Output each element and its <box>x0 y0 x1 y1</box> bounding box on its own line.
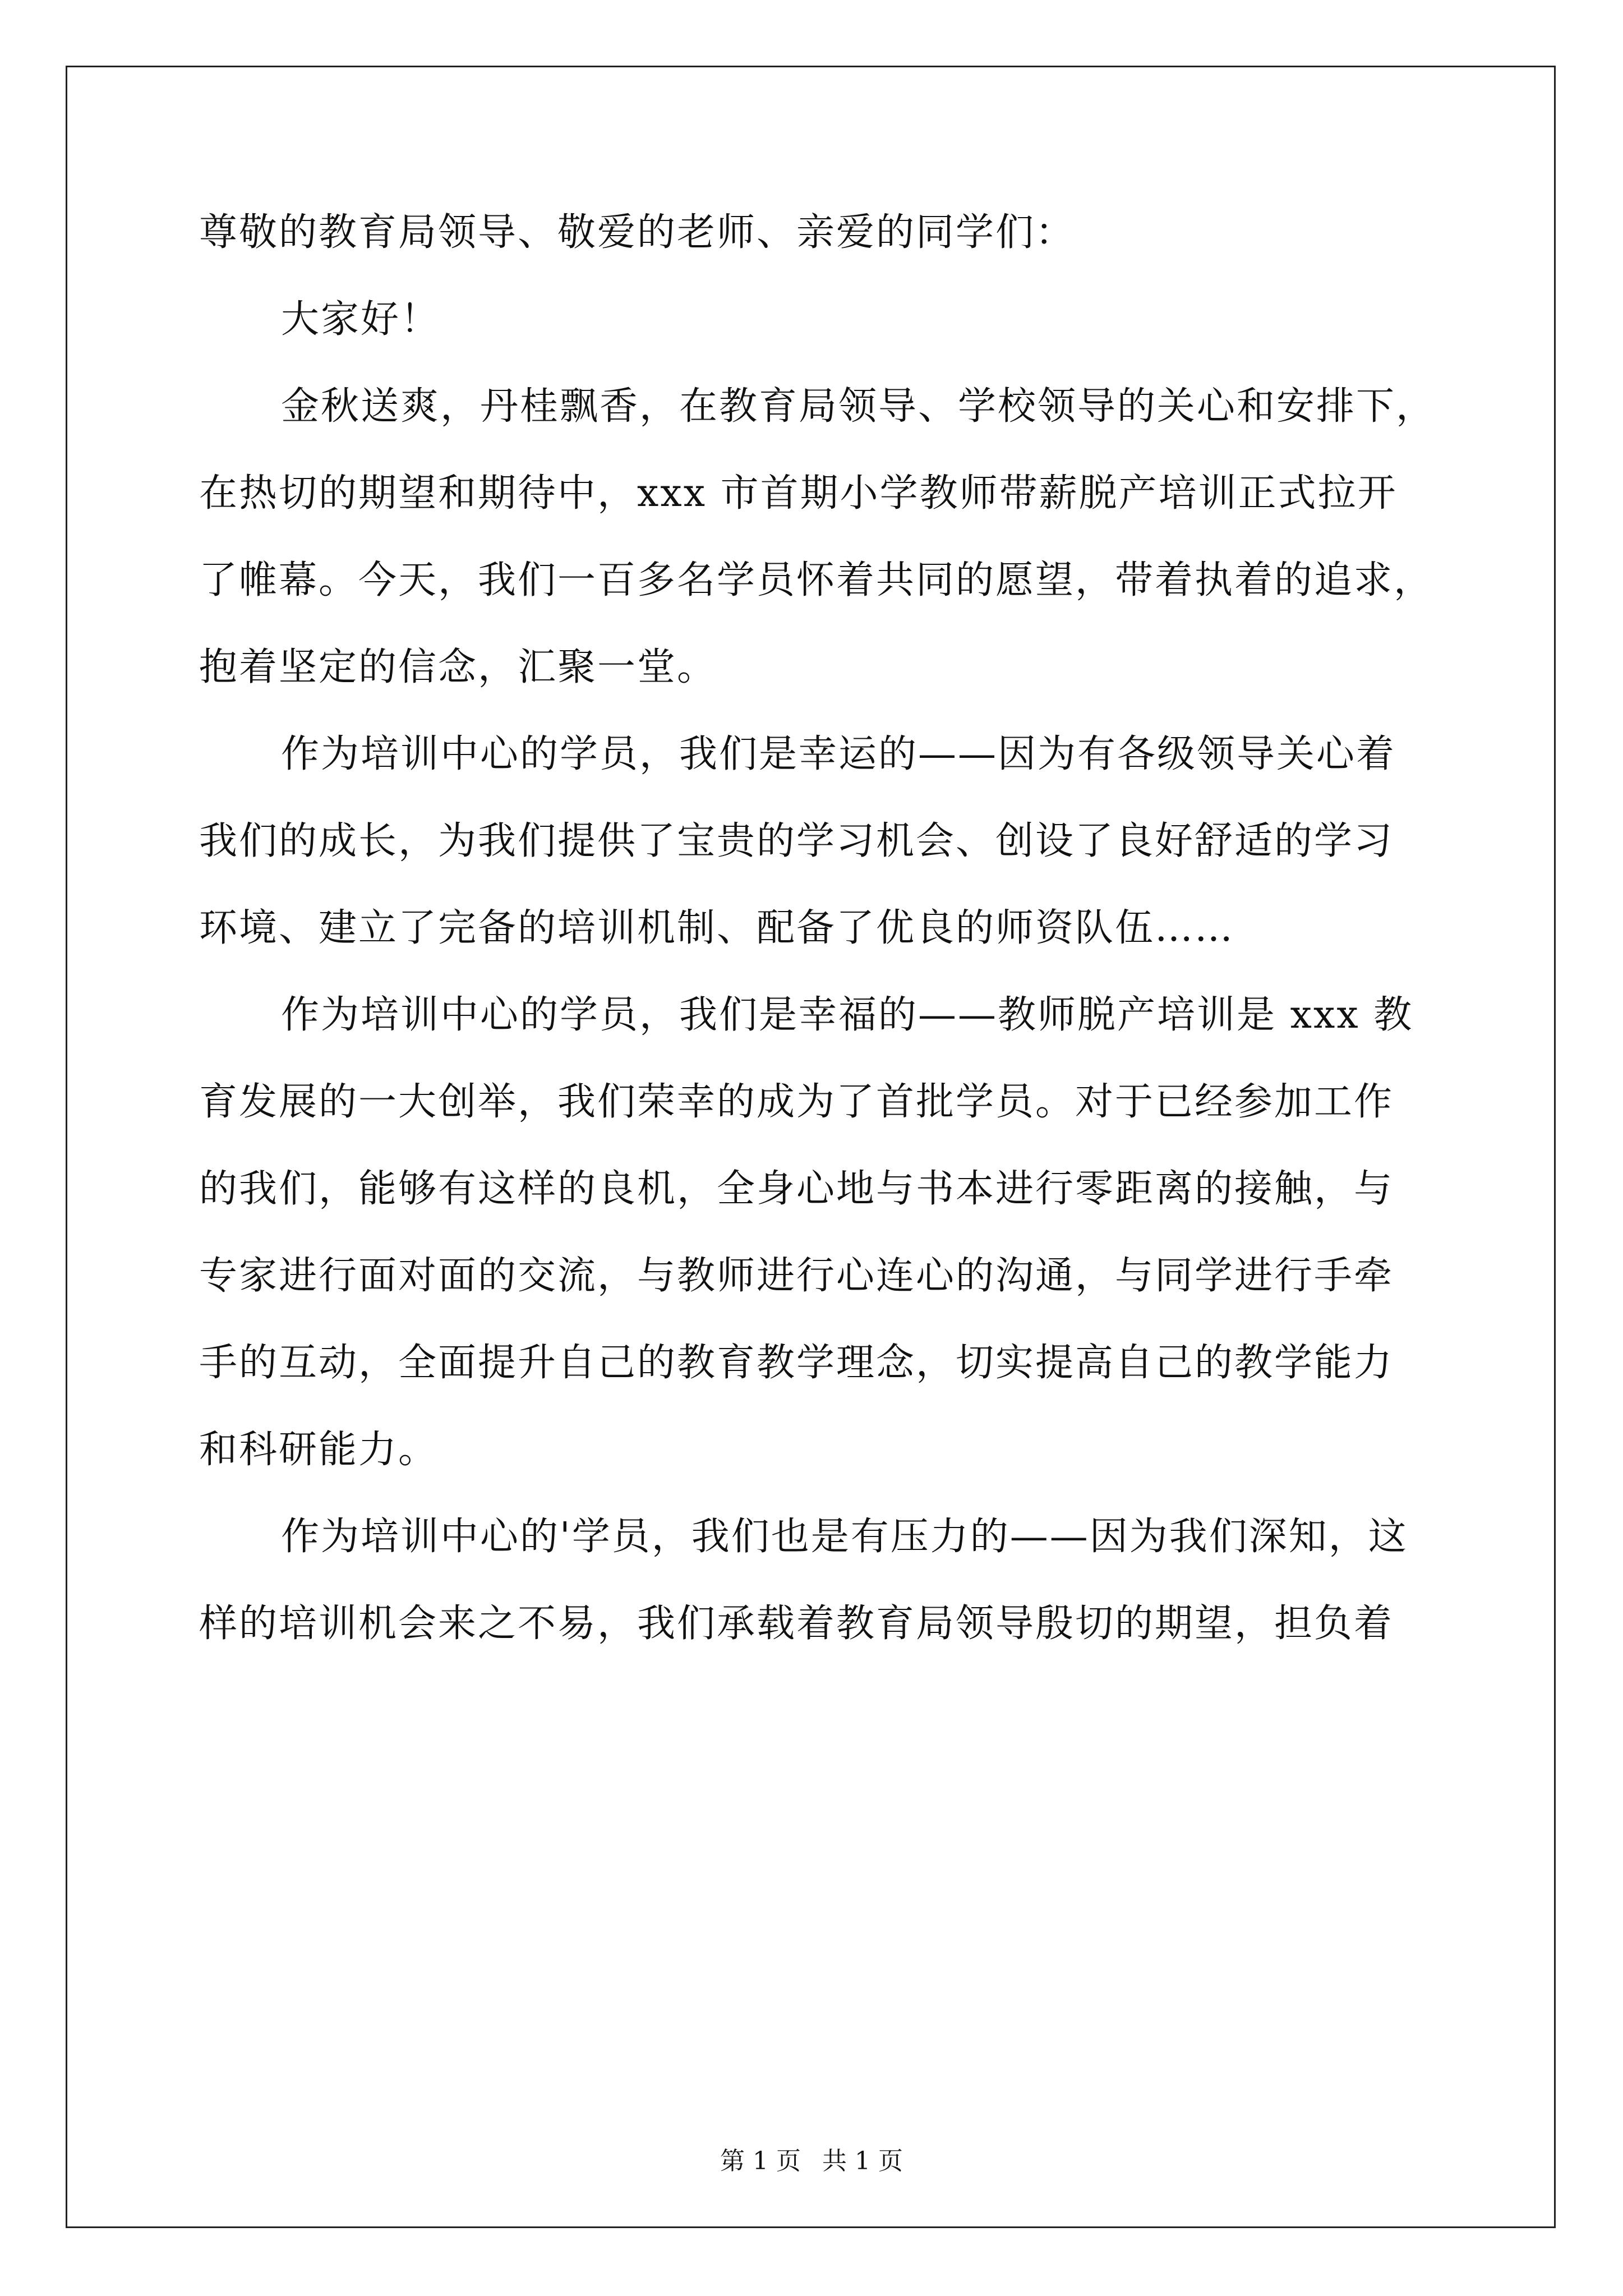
paragraph-4-line-1: 作为培训中心的'学员，我们也是有压力的——因为我们深知，这 <box>281 1515 1408 1559</box>
paragraph-3-line-6: 和科研能力。 <box>199 1428 439 1472</box>
paragraph-2-line-1: 作为培训中心的学员，我们是幸运的——因为有各级领导关心着 <box>281 732 1396 776</box>
paragraph-2-line-3: 环境、建立了完备的培训机制、配备了优良的师资队伍…… <box>199 906 1235 950</box>
paragraph-4-line-2: 样的培训机会来之不易，我们承载着教育局领导殷切的期望，担负着 <box>199 1602 1394 1646</box>
page-total: 共 1 页 <box>822 2147 903 2175</box>
paragraph-3-line-3: 的我们，能够有这样的良机，全身心地与书本进行零距离的接触，与 <box>199 1167 1394 1211</box>
salutation: 尊敬的教育局领导、敬爱的老师、亲爱的同学们： <box>199 210 1076 255</box>
paragraph-1-line-2: 在热切的期望和期待中，xxx 市首期小学教师带薪脱产培训正式拉开 <box>199 471 1398 516</box>
paragraph-3-line-5: 手的互动，全面提升自己的教育教学理念，切实提高自己的教学能力 <box>199 1341 1394 1385</box>
paragraph-1-line-4: 抱着坚定的信念，汇聚一堂。 <box>199 645 717 689</box>
paragraph-3-line-4: 专家进行面对面的交流，与教师进行心连心的沟通，与同学进行手牵 <box>199 1254 1394 1298</box>
paragraph-1-line-3: 了帷幕。今天，我们一百多名学员怀着共同的愿望，带着执着的追求， <box>199 558 1434 602</box>
page-number: 第 1 页 <box>720 2147 801 2175</box>
page-footer <box>0 2145 1623 2178</box>
paragraph-3-line-1: 作为培训中心的学员，我们是幸福的——教师脱产培训是 xxx 教 <box>281 993 1414 1037</box>
paragraph-3-line-2: 育发展的一大创举，我们荣幸的成为了首批学员。对于已经参加工作 <box>199 1080 1394 1124</box>
greeting: 大家好！ <box>281 297 441 342</box>
paragraph-2-line-2: 我们的成长，为我们提供了宝贵的学习机会、创设了良好舒适的学习 <box>199 819 1394 863</box>
paragraph-1-line-1: 金秋送爽，丹桂飘香，在教育局领导、学校领导的关心和安排下， <box>281 384 1436 429</box>
